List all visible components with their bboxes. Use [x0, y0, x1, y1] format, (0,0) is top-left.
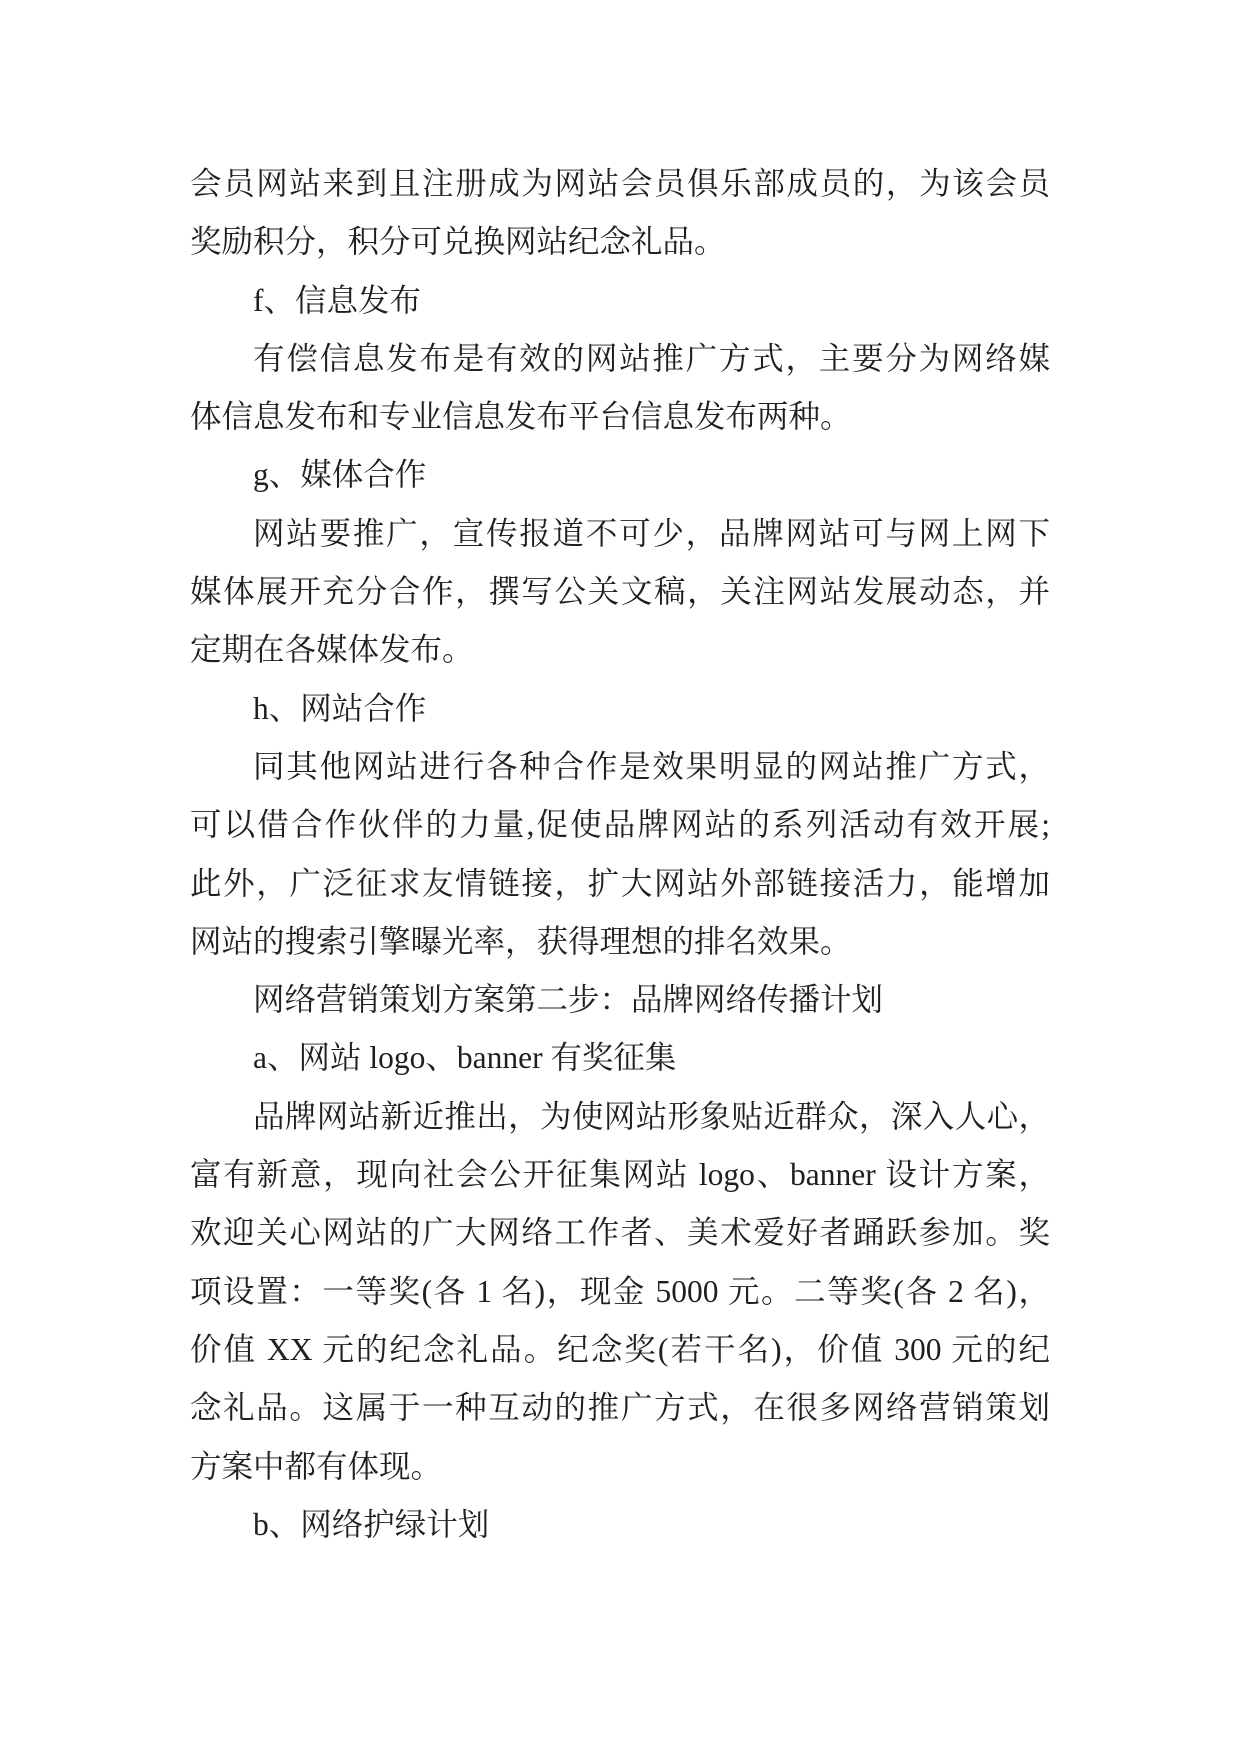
document-line: 网站要推广，宣传报道不可少，品牌网站可与网上网下 — [253, 515, 1050, 551]
document-line: 网络营销策划方案第二步：品牌网络传播计划 — [253, 982, 884, 1018]
document-line: 有偿信息发布是有效的网站推广方式，主要分为网络媒 — [253, 340, 1050, 376]
document-line: b、网络护绿计划 — [253, 1506, 490, 1542]
document-line: 品牌网站新近推出，为使网站形象贴近群众，深入人心， — [253, 1098, 1050, 1134]
document-line: 富有新意，现向社会公开征集网站 logo、banner 设计方案， — [190, 1157, 1050, 1193]
document-line: 体信息发布和专业信息发布平台信息发布两种。 — [190, 399, 852, 435]
document-line: h、网站合作 — [253, 690, 427, 726]
document-line: 念礼品。这属于一种互动的推广方式，在很多网络营销策划 — [190, 1390, 1050, 1426]
document-line: 定期在各媒体发布。 — [190, 632, 474, 668]
document-line: 价值 XX 元的纪念礼品。纪念奖(若干名)，价值 300 元的纪 — [190, 1331, 1050, 1367]
document-line: 媒体展开充分合作，撰写公关文稿，关注网站发展动态，并 — [190, 574, 1050, 610]
document-line: 方案中都有体现。 — [190, 1448, 443, 1484]
document-line: 欢迎关心网站的广大网络工作者、美术爱好者踊跃参加。奖 — [190, 1215, 1050, 1251]
document-line: 同其他网站进行各种合作是效果明显的网站推广方式， — [253, 748, 1050, 784]
document-line: a、网站 logo、banner 有奖征集 — [253, 1040, 677, 1076]
document-line: 网站的搜索引擎曝光率，获得理想的排名效果。 — [190, 923, 852, 959]
document-line: g、媒体合作 — [253, 457, 427, 493]
document-line: 此外，广泛征求友情链接，扩大网站外部链接活力，能增加 — [190, 865, 1050, 901]
document-line: 会员网站来到且注册成为网站会员俱乐部成员的，为该会员 — [190, 166, 1050, 201]
document-text-body — [190, 155, 1050, 1554]
document-line: 奖励积分，积分可兑换网站纪念礼品。 — [190, 224, 726, 260]
document-line: f、信息发布 — [253, 282, 421, 318]
document-line: 项设置：一等奖(各 1 名)，现金 5000 元。二等奖(各 2 名)， — [190, 1273, 1050, 1309]
document-line: 可以借合作伙伴的力量,促使品牌网站的系列活动有效开展; — [190, 807, 1050, 843]
